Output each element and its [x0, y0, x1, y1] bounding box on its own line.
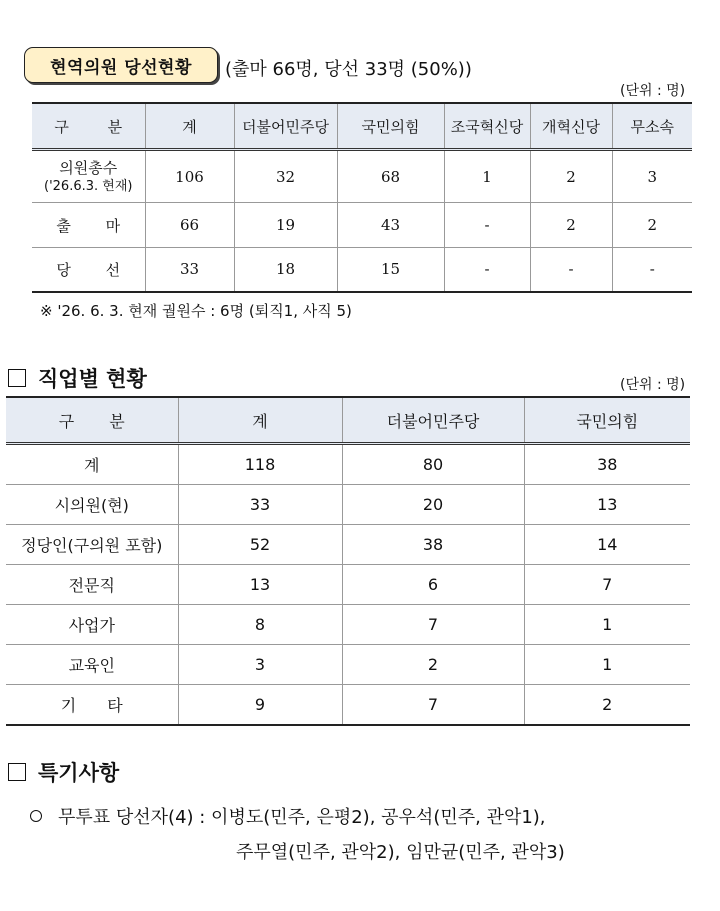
cell: 68: [337, 150, 444, 203]
col-header: 더불어민주당: [234, 103, 337, 150]
cell: -: [444, 203, 530, 248]
cell: 106: [145, 150, 234, 203]
section-title-text: 특기사항: [38, 761, 120, 785]
cell: 13: [178, 565, 342, 605]
table-header-row: [32, 103, 692, 150]
table-row: [32, 248, 692, 292]
occupation-table: [6, 396, 690, 726]
badge-title: 현역의원 당선현황: [50, 57, 192, 78]
cell: 2: [524, 685, 690, 726]
special-text-1: 무투표 당선자(4) : 이병도(민주, 은평2), 공우석(민주, 관악1),: [58, 807, 546, 828]
cell: 7: [342, 685, 524, 726]
col-header: 개혁신당: [530, 103, 612, 150]
section-title-occupation: [8, 363, 147, 393]
row-label: 사업가: [6, 605, 178, 645]
incumbent-table: [32, 102, 692, 293]
table-header-row: [6, 397, 690, 444]
cell: 80: [342, 444, 524, 485]
col-header: 계: [145, 103, 234, 150]
section-badge: [24, 47, 218, 83]
cell: 1: [524, 605, 690, 645]
cell: 2: [530, 150, 612, 203]
table-row: [6, 605, 690, 645]
row-label: 당 선: [32, 248, 145, 292]
bullet-circle-icon: [30, 810, 42, 822]
col-header: 구 분: [6, 397, 178, 444]
table-row: [6, 645, 690, 685]
cell: 9: [178, 685, 342, 726]
row-label: [32, 150, 145, 203]
cell: 14: [524, 525, 690, 565]
table-row: [32, 150, 692, 203]
cell: 13: [524, 485, 690, 525]
cell: 8: [178, 605, 342, 645]
row-label: 계: [6, 444, 178, 485]
special-line-1: [30, 803, 546, 829]
vacancy-note: ※ '26. 6. 3. 현재 궐원수 : 6명 (퇴직1, 사직 5): [40, 302, 352, 320]
cell: -: [612, 248, 692, 292]
row-label-sub: ('26.6.3. 현재): [44, 178, 133, 194]
cell: 20: [342, 485, 524, 525]
cell: 15: [337, 248, 444, 292]
cell: 118: [178, 444, 342, 485]
special-line-2: 주무열(민주, 관악2), 임만균(민주, 관악3): [236, 842, 565, 863]
cell: 38: [342, 525, 524, 565]
table-row: [6, 565, 690, 605]
cell: 18: [234, 248, 337, 292]
cell: 2: [612, 203, 692, 248]
row-label: 정당인(구의원 포함): [6, 525, 178, 565]
cell: 2: [530, 203, 612, 248]
table-row: [6, 485, 690, 525]
cell: -: [530, 248, 612, 292]
cell: 19: [234, 203, 337, 248]
row-label: 전문직: [6, 565, 178, 605]
cell: 3: [178, 645, 342, 685]
cell: 43: [337, 203, 444, 248]
checkbox-square-icon: [8, 369, 26, 387]
col-header: 국민의힘: [337, 103, 444, 150]
cell: -: [444, 248, 530, 292]
cell: 33: [145, 248, 234, 292]
col-header: 계: [178, 397, 342, 444]
row-label-main: 의원총수: [59, 158, 118, 177]
cell: 38: [524, 444, 690, 485]
col-header: 구 분: [32, 103, 145, 150]
cell: 33: [178, 485, 342, 525]
cell: 7: [524, 565, 690, 605]
col-header: 국민의힘: [524, 397, 690, 444]
table-row: [6, 444, 690, 485]
cell: 66: [145, 203, 234, 248]
cell: 2: [342, 645, 524, 685]
col-header: 무소속: [612, 103, 692, 150]
row-label: 시의원(현): [6, 485, 178, 525]
cell: 3: [612, 150, 692, 203]
col-header: 조국혁신당: [444, 103, 530, 150]
checkbox-square-icon: [8, 763, 26, 781]
section-title-special: [8, 757, 119, 787]
cell: 6: [342, 565, 524, 605]
table-row: [32, 203, 692, 248]
section-title-text: 직업별 현황: [38, 367, 147, 391]
row-label: 출 마: [32, 203, 145, 248]
cell: 1: [444, 150, 530, 203]
cell: 32: [234, 150, 337, 203]
row-label: 교육인: [6, 645, 178, 685]
badge-subtitle: (출마 66명, 당선 33명 (50%)): [225, 59, 472, 80]
col-header: 더불어민주당: [342, 397, 524, 444]
unit-label-1: (단위 : 명): [620, 83, 686, 99]
cell: 7: [342, 605, 524, 645]
table-row: [6, 525, 690, 565]
cell: 52: [178, 525, 342, 565]
row-label: 기 타: [6, 685, 178, 726]
cell: 1: [524, 645, 690, 685]
table-row: [6, 685, 690, 726]
unit-label-2: (단위 : 명): [620, 377, 686, 393]
